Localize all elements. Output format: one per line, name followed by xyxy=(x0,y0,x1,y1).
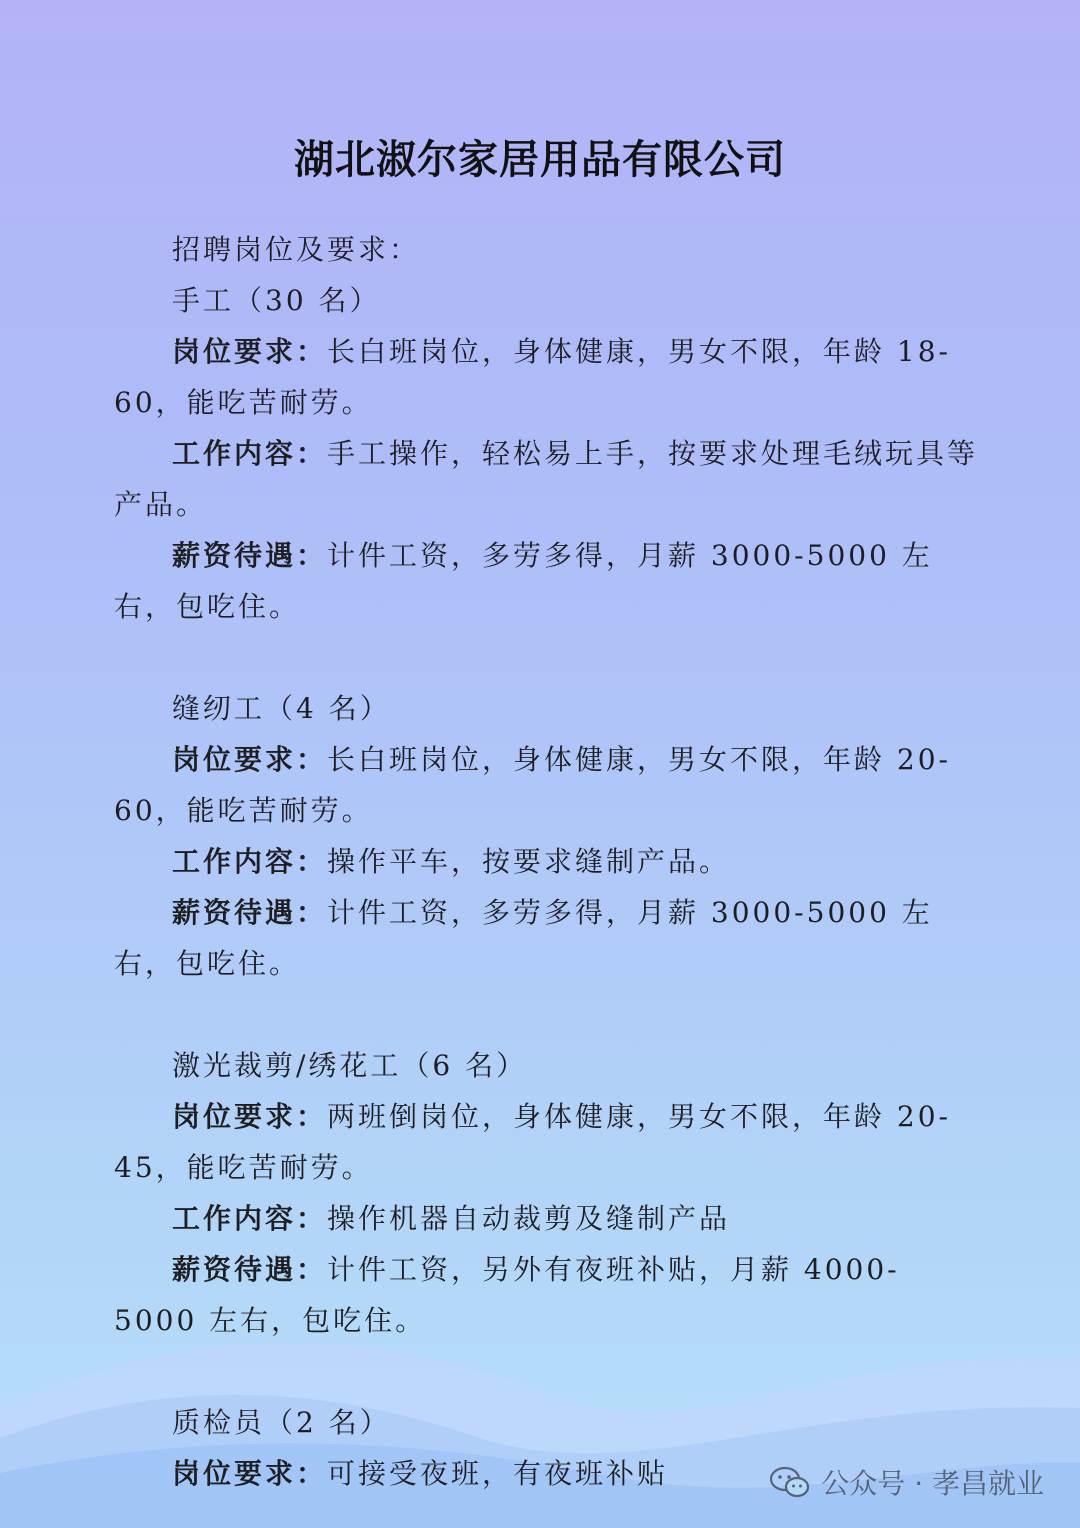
salary-label: 薪资待遇： xyxy=(172,896,328,929)
section-spacer xyxy=(114,632,980,683)
requirement-text: 长白班岗位，身体健康，男女不限，年龄 20-60，能吃苦耐劳。 xyxy=(114,743,952,827)
salary-text: 计件工资，多劳多得，月薪 3000-5000 左右，包吃住。 xyxy=(114,896,933,980)
salary-label: 薪资待遇： xyxy=(172,539,328,572)
requirement-label: 岗位要求： xyxy=(172,743,328,776)
section-spacer xyxy=(114,989,980,1040)
salary-text: 计件工资，多劳多得，月薪 3000-5000 左右，包吃住。 xyxy=(114,539,933,623)
work-text: 操作平车，按要求缝制产品。 xyxy=(327,845,731,878)
work-label: 工作内容： xyxy=(172,437,328,470)
job-work-content xyxy=(114,428,980,530)
job-salary xyxy=(114,1244,980,1346)
job-title: 激光裁剪/绣花工（6 名） xyxy=(172,1049,528,1082)
salary-label: 薪资待遇： xyxy=(172,1253,328,1286)
work-label: 工作内容： xyxy=(172,1202,328,1235)
job-requirement xyxy=(114,734,980,836)
job-title: 质检员（2 名） xyxy=(172,1406,391,1439)
wechat-icon xyxy=(769,1464,811,1500)
work-text: 手工操作，轻松易上手，按要求处理毛绒玩具等产品。 xyxy=(114,437,979,521)
page-title: 湖北淑尔家居用品有限公司 xyxy=(294,136,786,183)
intro-heading: 招聘岗位及要求： xyxy=(172,233,421,266)
job-title: 缝纫工（4 名） xyxy=(172,692,391,725)
job-work-content xyxy=(114,836,980,887)
wechat-watermark xyxy=(769,1462,1044,1502)
job-title: 手工（30 名） xyxy=(172,284,381,317)
work-label: 工作内容： xyxy=(172,845,328,878)
salary-text: 计件工资，另外有夜班补贴，月薪 4000-5000 左右，包吃住。 xyxy=(114,1253,900,1337)
job-requirement xyxy=(114,1091,980,1193)
job-work-content xyxy=(114,1193,980,1244)
watermark-text: 公众号 · 孝昌就业 xyxy=(821,1467,1044,1500)
job-salary xyxy=(114,530,980,632)
job-salary xyxy=(114,887,980,989)
section-spacer xyxy=(114,1346,980,1397)
job-listing-body xyxy=(114,224,980,1499)
work-text: 操作机器自动裁剪及缝制产品 xyxy=(327,1202,731,1235)
requirement-label: 岗位要求： xyxy=(172,335,328,368)
requirement-text: 两班倒岗位，身体健康，男女不限，年龄 20-45，能吃苦耐劳。 xyxy=(114,1100,952,1184)
requirement-text: 长白班岗位，身体健康，男女不限，年龄 18-60，能吃苦耐劳。 xyxy=(114,335,952,419)
requirement-label: 岗位要求： xyxy=(172,1100,328,1133)
requirement-text: 可接受夜班，有夜班补贴 xyxy=(327,1457,669,1490)
requirement-label: 岗位要求： xyxy=(172,1457,328,1490)
job-requirement xyxy=(114,326,980,428)
